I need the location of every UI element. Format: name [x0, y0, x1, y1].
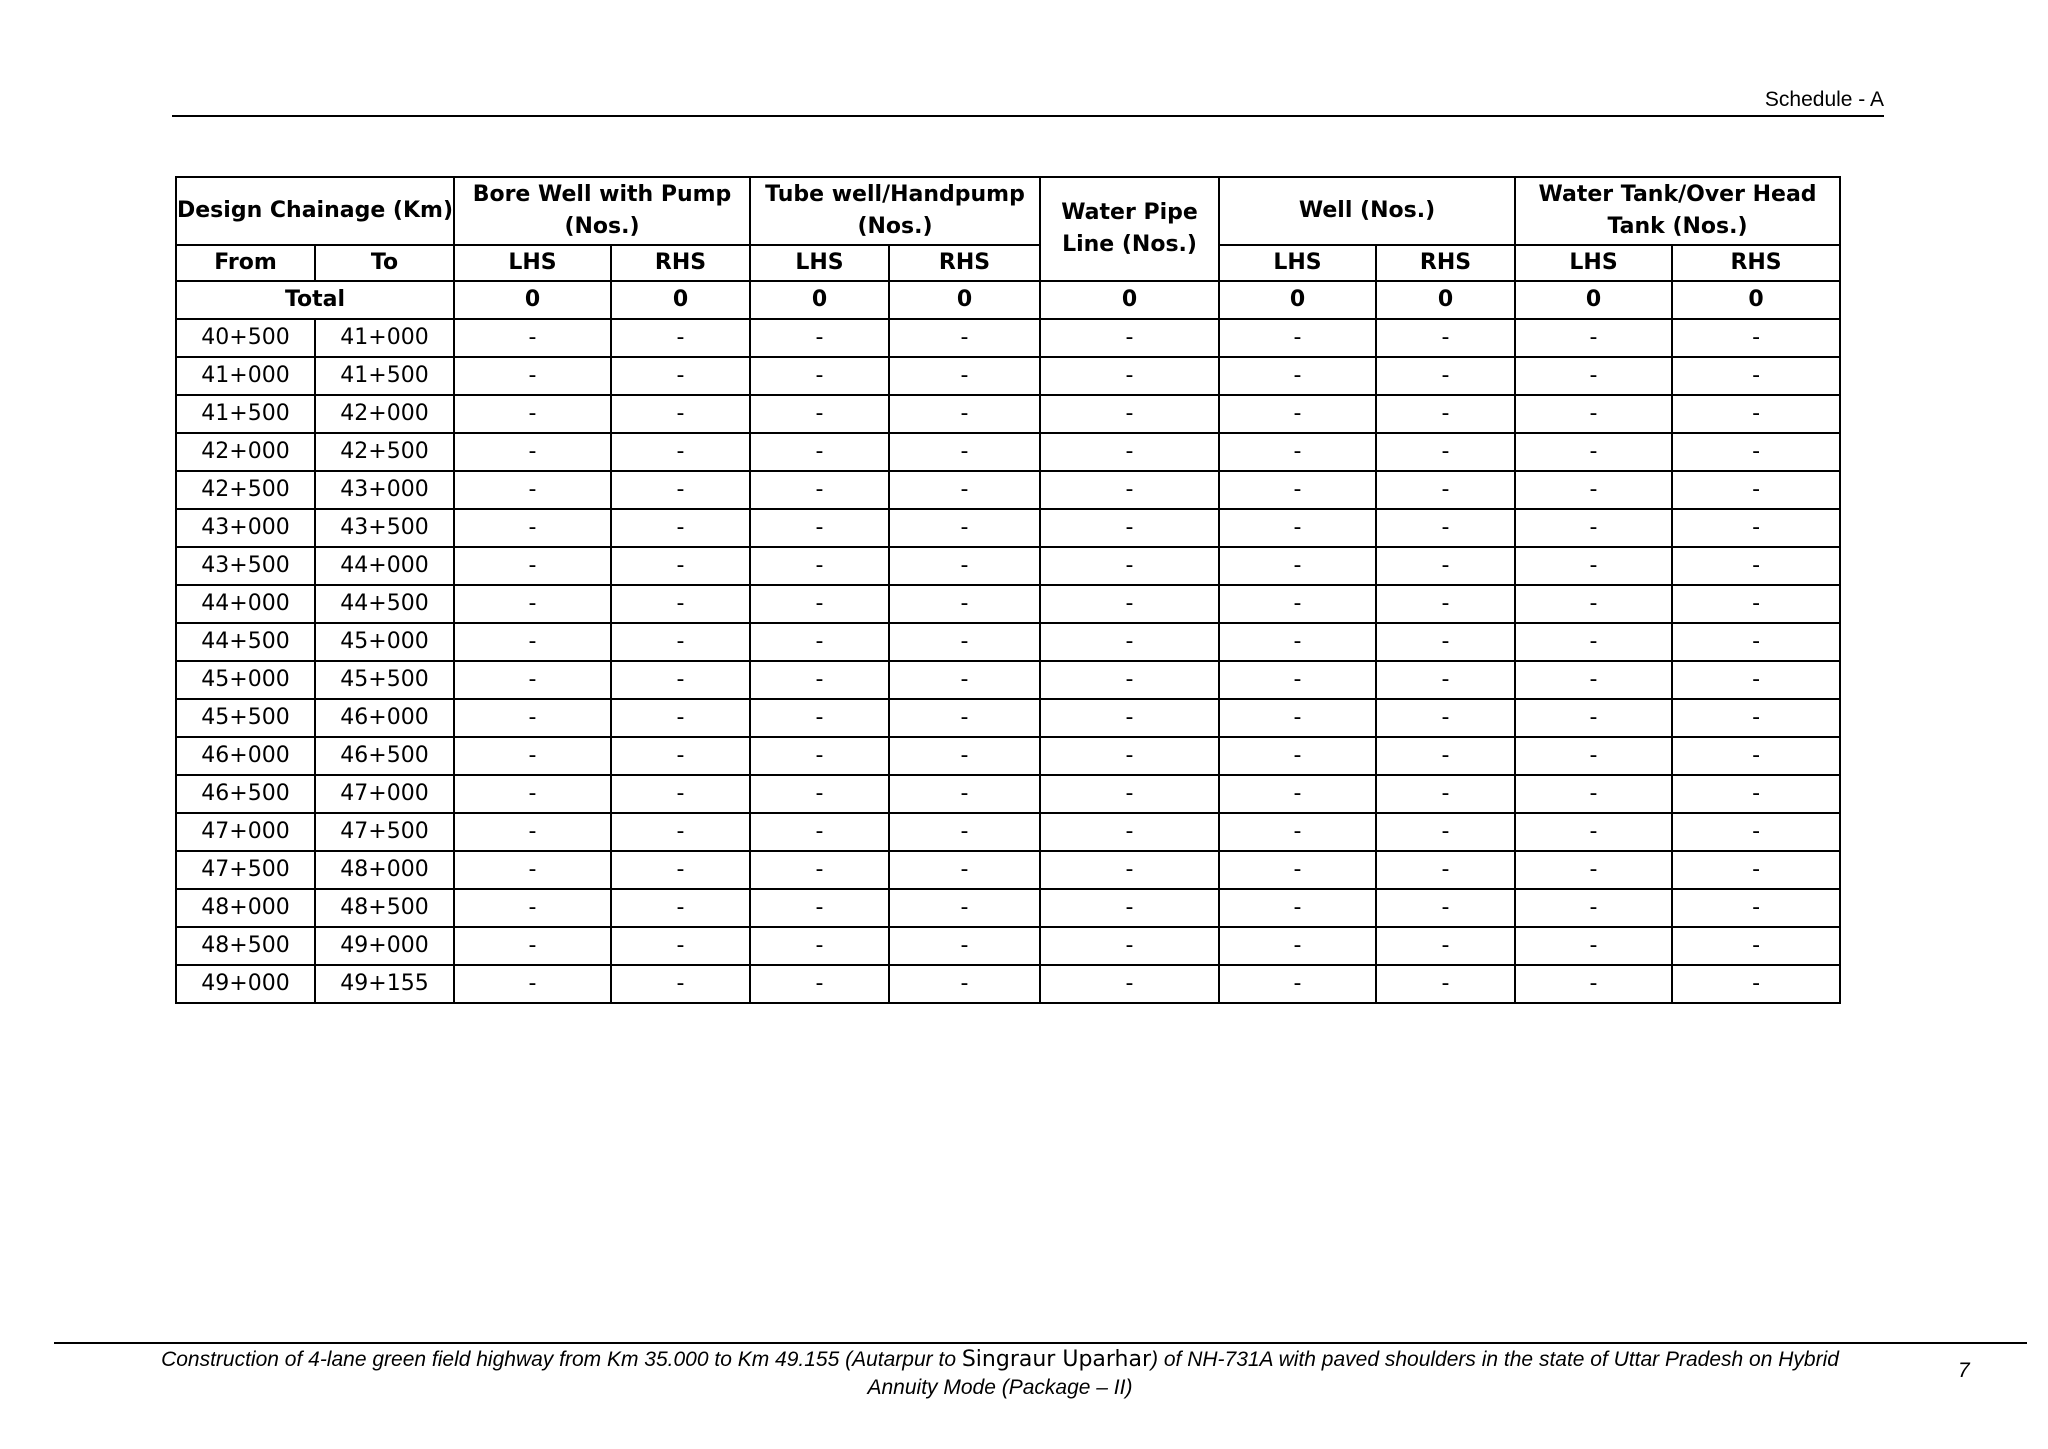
count-cell: - [454, 433, 611, 471]
table-row [176, 661, 1840, 699]
count-cell: - [1219, 965, 1376, 1003]
count-cell: - [454, 471, 611, 509]
header-water-tank: Water Tank/Over Head Tank (Nos.) [1515, 177, 1840, 245]
count-cell: - [889, 319, 1040, 357]
count-cell: - [1515, 661, 1672, 699]
count-cell: - [1515, 927, 1672, 965]
count-cell: - [1515, 471, 1672, 509]
count-cell: - [1376, 965, 1515, 1003]
count-cell: - [750, 927, 889, 965]
count-cell: - [1219, 813, 1376, 851]
count-cell: - [1376, 395, 1515, 433]
count-cell: - [454, 547, 611, 585]
count-cell: - [750, 319, 889, 357]
chainage-to: 49+000 [315, 927, 454, 965]
count-cell: - [1672, 889, 1840, 927]
count-cell: - [454, 357, 611, 395]
count-cell: - [889, 889, 1040, 927]
count-cell: - [1515, 699, 1672, 737]
chainage-to: 41+000 [315, 319, 454, 357]
count-cell: - [611, 737, 750, 775]
water-sources-table [175, 176, 1841, 1004]
count-cell: - [611, 889, 750, 927]
chainage-from: 44+000 [176, 585, 315, 623]
count-cell: - [1219, 357, 1376, 395]
count-cell: - [1672, 395, 1840, 433]
count-cell: - [889, 471, 1040, 509]
count-cell: - [611, 661, 750, 699]
chainage-from: 41+500 [176, 395, 315, 433]
page-number: 7 [1958, 1359, 1970, 1382]
count-cell: - [611, 851, 750, 889]
chainage-to: 42+000 [315, 395, 454, 433]
count-cell: - [889, 661, 1040, 699]
subheader-tank-lhs: LHS [1515, 245, 1672, 281]
subheader-well-lhs: LHS [1219, 245, 1376, 281]
header-divider [172, 115, 1884, 117]
total-cell: 0 [1219, 281, 1376, 319]
count-cell: - [611, 623, 750, 661]
count-cell: - [454, 737, 611, 775]
total-cell: 0 [1376, 281, 1515, 319]
chainage-from: 43+500 [176, 547, 315, 585]
table-row [176, 585, 1840, 623]
count-cell: - [1672, 699, 1840, 737]
count-cell: - [611, 509, 750, 547]
count-cell: - [750, 889, 889, 927]
chainage-to: 46+500 [315, 737, 454, 775]
count-cell: - [750, 813, 889, 851]
header-tube-well: Tube well/Handpump (Nos.) [750, 177, 1040, 245]
count-cell: - [889, 851, 1040, 889]
count-cell: - [750, 965, 889, 1003]
table-row [176, 927, 1840, 965]
count-cell: - [1040, 471, 1219, 509]
chainage-from: 42+000 [176, 433, 315, 471]
footer-line1-location: Singraur Uparhar [961, 1347, 1152, 1372]
count-cell: - [750, 357, 889, 395]
count-cell: - [750, 509, 889, 547]
count-cell: - [454, 889, 611, 927]
total-cell: 0 [750, 281, 889, 319]
count-cell: - [1040, 395, 1219, 433]
count-cell: - [889, 813, 1040, 851]
count-cell: - [1672, 851, 1840, 889]
count-cell: - [611, 813, 750, 851]
count-cell: - [1376, 585, 1515, 623]
count-cell: - [1040, 357, 1219, 395]
count-cell: - [889, 585, 1040, 623]
chainage-from: 45+000 [176, 661, 315, 699]
chainage-from: 46+500 [176, 775, 315, 813]
count-cell: - [1040, 737, 1219, 775]
count-cell: - [1219, 775, 1376, 813]
chainage-from: 40+500 [176, 319, 315, 357]
count-cell: - [1376, 699, 1515, 737]
count-cell: - [1040, 813, 1219, 851]
chainage-to: 48+000 [315, 851, 454, 889]
count-cell: - [1672, 319, 1840, 357]
table-row [176, 547, 1840, 585]
count-cell: - [1040, 585, 1219, 623]
chainage-from: 48+000 [176, 889, 315, 927]
count-cell: - [611, 775, 750, 813]
count-cell: - [1376, 737, 1515, 775]
count-cell: - [1515, 623, 1672, 661]
subheader-bore-rhs: RHS [611, 245, 750, 281]
count-cell: - [1515, 585, 1672, 623]
schedule-label: Schedule - A [1764, 88, 1884, 111]
footer-line1-end: ) of NH-731A with paved shoulders in the state of Uttar Pradesh on Hybrid [1151, 1348, 1839, 1371]
count-cell: - [1040, 433, 1219, 471]
subheader-tube-rhs: RHS [889, 245, 1040, 281]
table-row [176, 319, 1840, 357]
count-cell: - [611, 433, 750, 471]
table-row [176, 775, 1840, 813]
count-cell: - [1515, 547, 1672, 585]
chainage-from: 44+500 [176, 623, 315, 661]
count-cell: - [611, 471, 750, 509]
count-cell: - [454, 395, 611, 433]
count-cell: - [1040, 851, 1219, 889]
count-cell: - [1672, 509, 1840, 547]
count-cell: - [750, 585, 889, 623]
count-cell: - [1515, 813, 1672, 851]
table-row [176, 509, 1840, 547]
count-cell: - [1219, 509, 1376, 547]
count-cell: - [1672, 623, 1840, 661]
footer-line1-start: Construction of 4-lane green field highway from Km 35.000 to Km 49.155 (Autarpur to [161, 1348, 962, 1371]
count-cell: - [1040, 775, 1219, 813]
count-cell: - [611, 357, 750, 395]
total-cell: 0 [1515, 281, 1672, 319]
chainage-from: 45+500 [176, 699, 315, 737]
count-cell: - [1219, 623, 1376, 661]
count-cell: - [1672, 471, 1840, 509]
count-cell: - [1040, 889, 1219, 927]
table-row [176, 433, 1840, 471]
chainage-to: 43+000 [315, 471, 454, 509]
count-cell: - [1376, 851, 1515, 889]
count-cell: - [1376, 433, 1515, 471]
count-cell: - [750, 737, 889, 775]
count-cell: - [1219, 471, 1376, 509]
count-cell: - [1040, 509, 1219, 547]
count-cell: - [1672, 927, 1840, 965]
count-cell: - [1219, 889, 1376, 927]
chainage-to: 47+500 [315, 813, 454, 851]
count-cell: - [1376, 775, 1515, 813]
count-cell: - [1376, 623, 1515, 661]
count-cell: - [889, 547, 1040, 585]
table-row [176, 889, 1840, 927]
table-row [176, 813, 1840, 851]
chainage-from: 48+500 [176, 927, 315, 965]
count-cell: - [1040, 661, 1219, 699]
count-cell: - [1672, 775, 1840, 813]
count-cell: - [1515, 889, 1672, 927]
count-cell: - [1219, 737, 1376, 775]
chainage-from: 47+000 [176, 813, 315, 851]
count-cell: - [889, 965, 1040, 1003]
count-cell: - [750, 699, 889, 737]
count-cell: - [454, 509, 611, 547]
count-cell: - [1376, 509, 1515, 547]
count-cell: - [1376, 661, 1515, 699]
count-cell: - [611, 585, 750, 623]
count-cell: - [1376, 547, 1515, 585]
header-design-chainage: Design Chainage (Km) [176, 177, 454, 245]
chainage-to: 43+500 [315, 509, 454, 547]
count-cell: - [454, 965, 611, 1003]
count-cell: - [1376, 927, 1515, 965]
chainage-to: 45+500 [315, 661, 454, 699]
count-cell: - [454, 623, 611, 661]
total-cell: 0 [1040, 281, 1219, 319]
chainage-to: 47+000 [315, 775, 454, 813]
table-row [176, 737, 1840, 775]
count-cell: - [611, 547, 750, 585]
count-cell: - [611, 319, 750, 357]
count-cell: - [1515, 319, 1672, 357]
count-cell: - [889, 623, 1040, 661]
count-cell: - [454, 775, 611, 813]
count-cell: - [889, 737, 1040, 775]
count-cell: - [1040, 623, 1219, 661]
total-cell: 0 [889, 281, 1040, 319]
total-cell: 0 [1672, 281, 1840, 319]
count-cell: - [454, 813, 611, 851]
count-cell: - [1219, 699, 1376, 737]
count-cell: - [1219, 585, 1376, 623]
count-cell: - [750, 433, 889, 471]
count-cell: - [750, 547, 889, 585]
count-cell: - [1515, 357, 1672, 395]
chainage-from: 49+000 [176, 965, 315, 1003]
count-cell: - [1376, 319, 1515, 357]
footer-line2: Annuity Mode (Package – II) [867, 1376, 1133, 1399]
chainage-to: 41+500 [315, 357, 454, 395]
count-cell: - [1219, 927, 1376, 965]
chainage-from: 46+000 [176, 737, 315, 775]
count-cell: - [1040, 927, 1219, 965]
count-cell: - [1040, 319, 1219, 357]
count-cell: - [611, 395, 750, 433]
count-cell: - [1672, 585, 1840, 623]
count-cell: - [1219, 395, 1376, 433]
count-cell: - [1672, 547, 1840, 585]
chainage-from: 43+000 [176, 509, 315, 547]
chainage-from: 41+000 [176, 357, 315, 395]
count-cell: - [454, 585, 611, 623]
chainage-to: 48+500 [315, 889, 454, 927]
count-cell: - [1515, 737, 1672, 775]
count-cell: - [1219, 661, 1376, 699]
count-cell: - [1219, 547, 1376, 585]
count-cell: - [611, 927, 750, 965]
count-cell: - [454, 319, 611, 357]
total-cell: 0 [454, 281, 611, 319]
count-cell: - [1376, 357, 1515, 395]
count-cell: - [1672, 737, 1840, 775]
subheader-tank-rhs: RHS [1672, 245, 1840, 281]
count-cell: - [454, 661, 611, 699]
chainage-to: 49+155 [315, 965, 454, 1003]
footer-project-title [120, 1346, 1880, 1402]
count-cell: - [889, 357, 1040, 395]
total-label: Total [176, 281, 454, 319]
count-cell: - [1376, 471, 1515, 509]
header-water-pipe: Water Pipe Line (Nos.) [1040, 177, 1219, 281]
table-row [176, 357, 1840, 395]
count-cell: - [611, 965, 750, 1003]
total-cell: 0 [611, 281, 750, 319]
total-row [176, 281, 1840, 319]
count-cell: - [1515, 433, 1672, 471]
footer-divider [54, 1342, 2027, 1344]
count-cell: - [1515, 851, 1672, 889]
subheader-well-rhs: RHS [1376, 245, 1515, 281]
count-cell: - [889, 927, 1040, 965]
subheader-to: To [315, 245, 454, 281]
count-cell: - [889, 509, 1040, 547]
header-bore-well: Bore Well with Pump (Nos.) [454, 177, 750, 245]
subheader-tube-lhs: LHS [750, 245, 889, 281]
count-cell: - [1219, 319, 1376, 357]
count-cell: - [750, 661, 889, 699]
count-cell: - [889, 433, 1040, 471]
chainage-to: 44+000 [315, 547, 454, 585]
count-cell: - [750, 851, 889, 889]
chainage-to: 44+500 [315, 585, 454, 623]
count-cell: - [1515, 509, 1672, 547]
chainage-to: 45+000 [315, 623, 454, 661]
count-cell: - [889, 395, 1040, 433]
count-cell: - [1040, 965, 1219, 1003]
count-cell: - [1515, 395, 1672, 433]
count-cell: - [454, 927, 611, 965]
count-cell: - [889, 699, 1040, 737]
table-row [176, 965, 1840, 1003]
table-row [176, 699, 1840, 737]
count-cell: - [454, 851, 611, 889]
count-cell: - [750, 623, 889, 661]
count-cell: - [750, 395, 889, 433]
count-cell: - [1672, 433, 1840, 471]
table-row [176, 471, 1840, 509]
count-cell: - [1515, 965, 1672, 1003]
table-row [176, 395, 1840, 433]
count-cell: - [1672, 813, 1840, 851]
chainage-to: 46+000 [315, 699, 454, 737]
header-well: Well (Nos.) [1219, 177, 1515, 245]
count-cell: - [1219, 851, 1376, 889]
count-cell: - [750, 471, 889, 509]
count-cell: - [1219, 433, 1376, 471]
count-cell: - [611, 699, 750, 737]
count-cell: - [750, 775, 889, 813]
count-cell: - [1040, 699, 1219, 737]
count-cell: - [1515, 775, 1672, 813]
table-row [176, 623, 1840, 661]
subheader-from: From [176, 245, 315, 281]
count-cell: - [1672, 661, 1840, 699]
count-cell: - [1376, 813, 1515, 851]
chainage-from: 42+500 [176, 471, 315, 509]
count-cell: - [1040, 547, 1219, 585]
count-cell: - [889, 775, 1040, 813]
count-cell: - [1672, 965, 1840, 1003]
chainage-from: 47+500 [176, 851, 315, 889]
table-row [176, 851, 1840, 889]
subheader-bore-lhs: LHS [454, 245, 611, 281]
chainage-to: 42+500 [315, 433, 454, 471]
count-cell: - [454, 699, 611, 737]
count-cell: - [1672, 357, 1840, 395]
count-cell: - [1376, 889, 1515, 927]
